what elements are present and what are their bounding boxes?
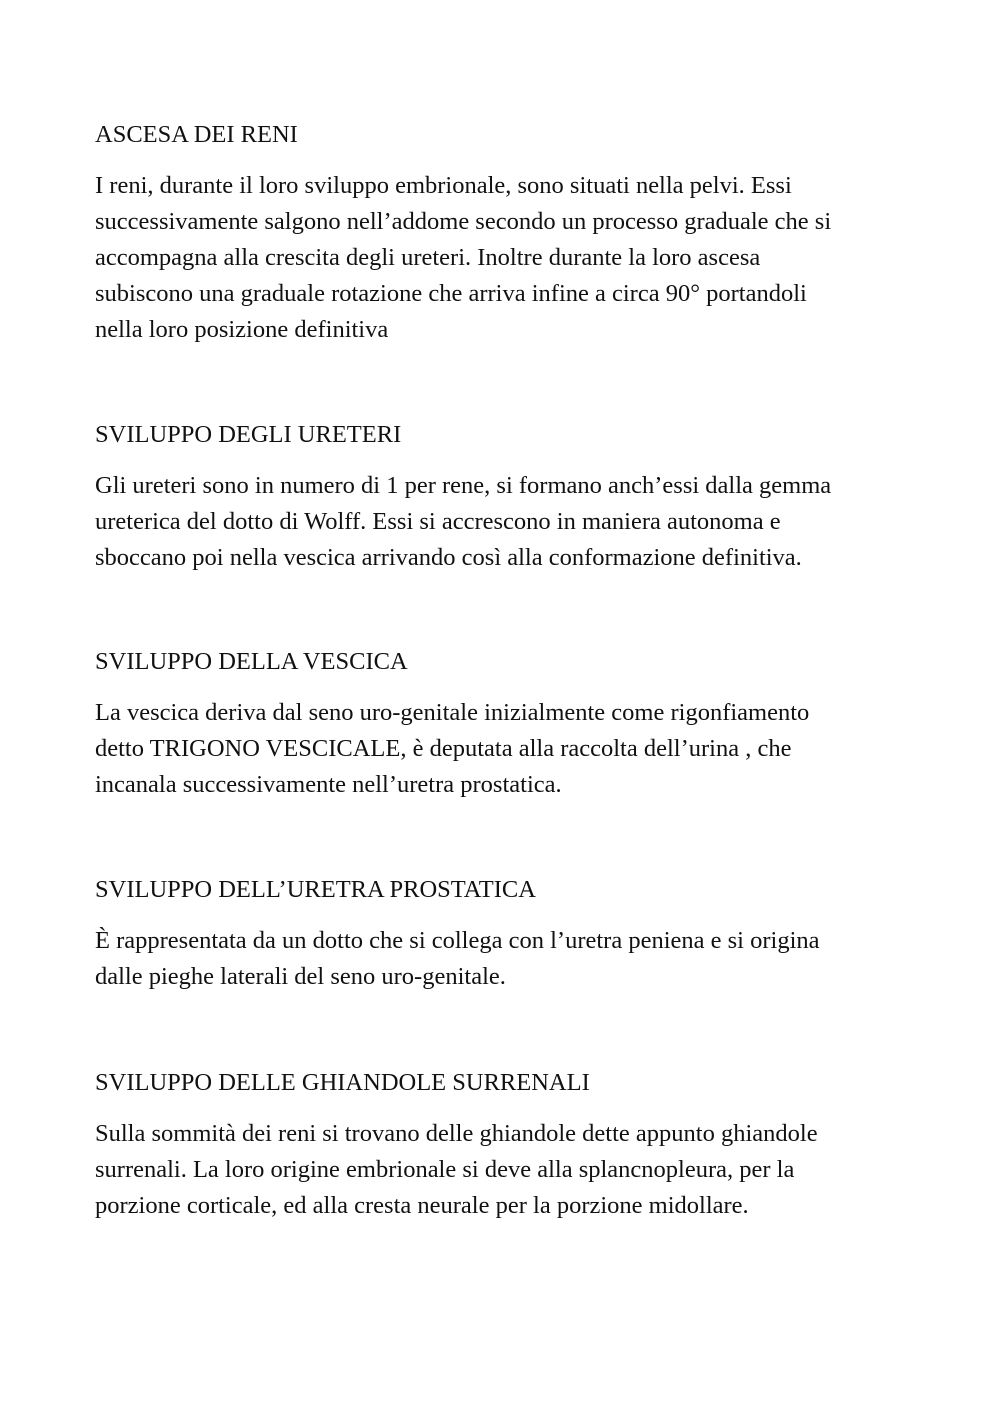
paragraph-line: subiscono una graduale rotazione che arriva infine a circa 90° portandoli bbox=[95, 280, 807, 307]
section-sviluppo-uretra-prostatica bbox=[95, 875, 915, 995]
paragraph-line: Gli ureteri sono in numero di 1 per rene, si formano anch’essi dalla gemma bbox=[95, 472, 832, 499]
paragraph-line: successivamente salgono nell’addome secondo un processo graduale che si bbox=[95, 208, 832, 235]
section-heading: SVILUPPO DELLA VESCICA bbox=[95, 648, 408, 675]
paragraph-line: detto TRIGONO VESCICALE, è deputata alla raccolta dell’urina , che bbox=[95, 735, 792, 762]
section-paragraph bbox=[95, 1116, 915, 1224]
section-sviluppo-della-vescica bbox=[95, 647, 915, 803]
section-heading: SVILUPPO DEGLI URETERI bbox=[95, 421, 402, 448]
paragraph-line: La vescica deriva dal seno uro-genitale inizialmente come rigonfiamento bbox=[95, 699, 810, 726]
paragraph-line: È rappresentata da un dotto che si collega con l’uretra peniena e si origina bbox=[95, 927, 820, 954]
section-paragraph bbox=[95, 923, 915, 995]
paragraph-line: sboccano poi nella vescica arrivando così alla conformazione definitiva. bbox=[95, 544, 802, 571]
paragraph-line: porzione corticale, ed alla cresta neurale per la porzione midollare. bbox=[95, 1192, 749, 1219]
section-paragraph bbox=[95, 468, 915, 576]
section-paragraph bbox=[95, 168, 915, 348]
section-heading: ASCESA DEI RENI bbox=[95, 121, 298, 148]
paragraph-line: Sulla sommità dei reni si trovano delle ghiandole dette appunto ghiandole bbox=[95, 1120, 818, 1147]
paragraph-line: nella loro posizione definitiva bbox=[95, 316, 389, 343]
section-sviluppo-degli-ureteri bbox=[95, 420, 915, 576]
paragraph-line: ureterica del dotto di Wolff. Essi si accrescono in maniera autonoma e bbox=[95, 508, 781, 535]
paragraph-line: accompagna alla crescita degli ureteri. Inoltre durante la loro ascesa bbox=[95, 244, 761, 271]
section-sviluppo-ghiandole-surrenali bbox=[95, 1068, 915, 1224]
section-heading: SVILUPPO DELLE GHIANDOLE SURRENALI bbox=[95, 1069, 590, 1096]
paragraph-line: I reni, durante il loro sviluppo embrionale, sono situati nella pelvi. Essi bbox=[95, 172, 792, 199]
paragraph-line: incanala successivamente nell’uretra prostatica. bbox=[95, 771, 562, 798]
section-heading: SVILUPPO DELL’URETRA PROSTATICA bbox=[95, 876, 536, 903]
paragraph-line: surrenali. La loro origine embrionale si deve alla splancnopleura, per la bbox=[95, 1156, 795, 1183]
paragraph-line: dalle pieghe laterali del seno uro-genitale. bbox=[95, 963, 506, 990]
section-ascesa-dei-reni bbox=[95, 120, 915, 348]
section-paragraph bbox=[95, 695, 915, 803]
